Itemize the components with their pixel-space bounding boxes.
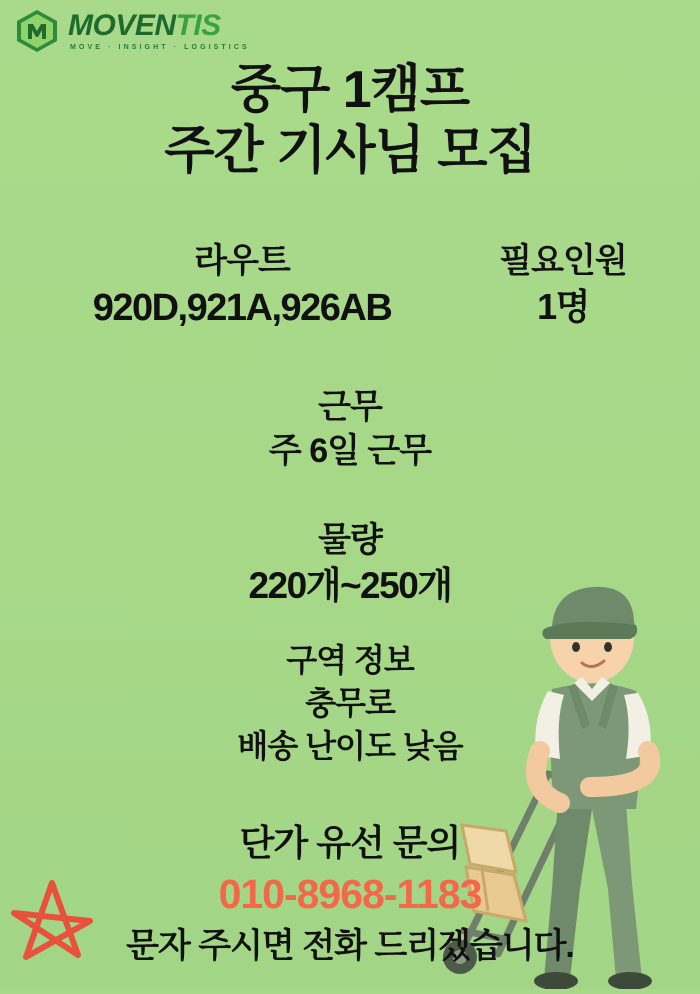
route-and-headcount-row (0, 240, 700, 331)
headcount-block (468, 240, 658, 328)
headcount-value: 1명 (537, 285, 589, 327)
area-value-line-1: 충무로 (305, 684, 395, 721)
work-label: 근무 (318, 388, 382, 426)
route-label: 라우트 (194, 242, 290, 280)
page-title (0, 60, 700, 182)
phone-number[interactable]: 010-8968-1183 (218, 870, 482, 917)
route-value: 920D,921A,926AB (92, 286, 392, 329)
work-schedule-block (0, 385, 700, 473)
contact-note: 문자 주시면 전화 드리겠습니다. (126, 927, 574, 966)
hand-drawn-star-icon (6, 875, 98, 967)
route-block (42, 240, 442, 331)
volume-value: 220개~250개 (248, 565, 452, 607)
volume-label: 물량 (318, 521, 382, 559)
contact-block (0, 820, 700, 968)
area-label: 구역 정보 (286, 642, 414, 678)
headline-line-1: 중구 1캠프 (230, 61, 470, 119)
area-value-line-2: 배송 난이도 낮음 (237, 727, 463, 764)
work-value: 주 6일 근무 (268, 432, 432, 471)
brand-wordmark (68, 11, 250, 51)
brand-logo (14, 8, 250, 54)
contact-cta: 단가 유선 문의 (239, 822, 461, 863)
moventis-cube-logo-icon (14, 8, 60, 54)
headcount-label: 필요인원 (499, 242, 627, 280)
brand-name: MOVENTIS (68, 9, 221, 42)
headline-line-2: 주간 기사님 모집 (164, 121, 536, 180)
brand-tagline: MOVE · INSIGHT · LOGISTICS (70, 44, 250, 51)
